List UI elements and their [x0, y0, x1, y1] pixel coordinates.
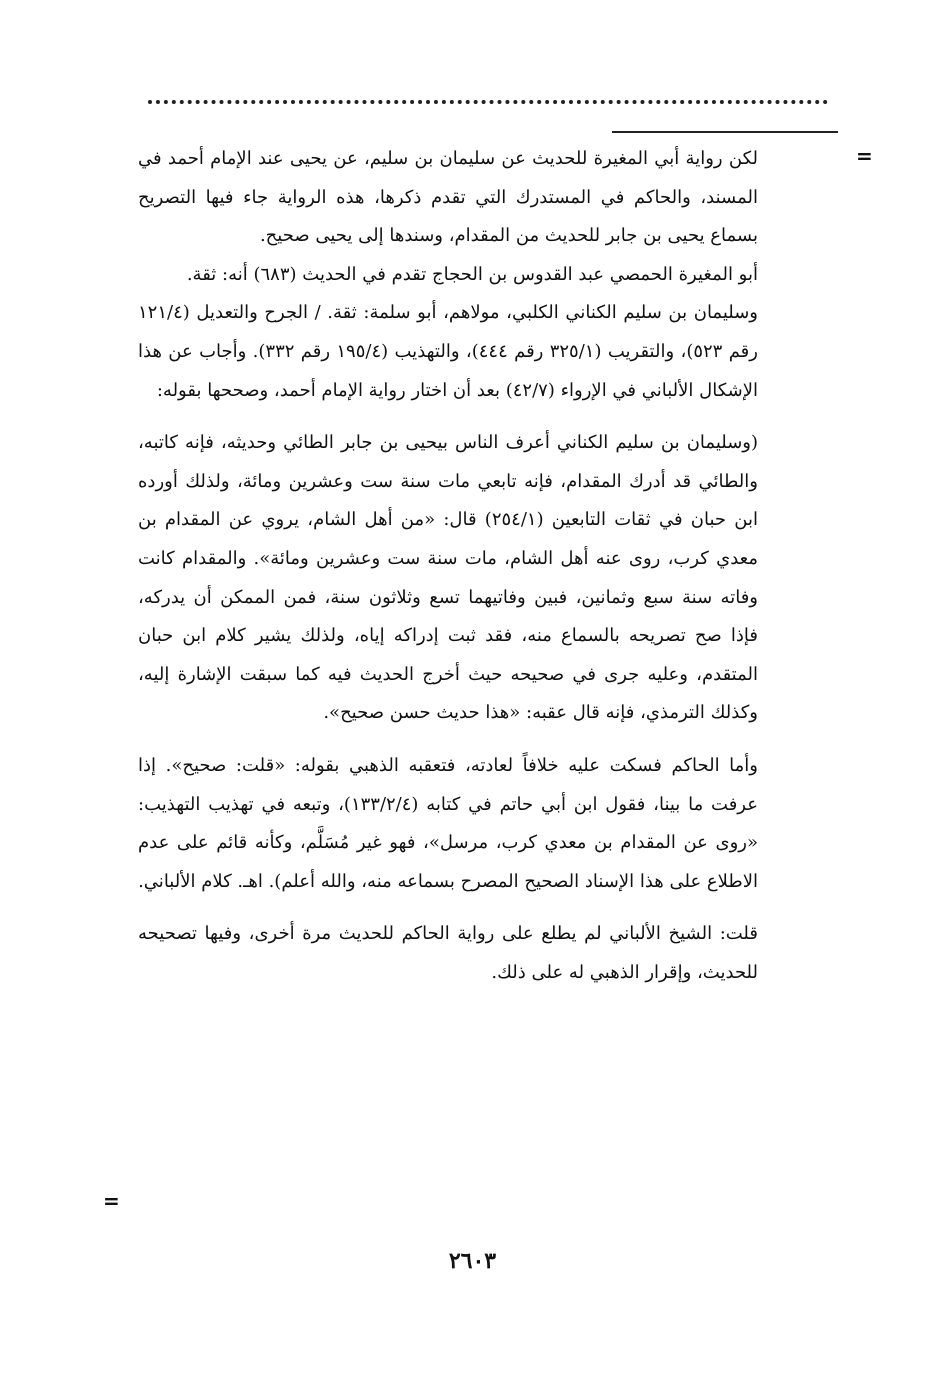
continues-mark: = [103, 1189, 120, 1213]
footnote-paragraph-4: (وسليمان بن سليم الكناني أعرف الناس بيحيى بن جابر الطائي وحديثه، فإنه كاتبه، والطائي قد أدرك المقدام، فإنه تابعي مات سنة ست وعشرين ومائة، ولذلك أورده ابن حبان في ثقات التابعين (٢٥٤/١) قال: «من أهل الشام، يروي عن المقدام بن معدي كرب، روى عنه أهل الشام، مات سنة ست وعشرين ومائة». والمقدام كانت وفاته سنة سبع وثمانين، فبين وفاتيهما تسع وثلاثون سنة، فمن الممكن أن يدركه، فإذا صح تصريحه بالسماع منه، فقد ثبت إدراكه إياه، ولذلك يشير كلام ابن حبان المتقدم، وعليه جرى في صحيحه حيث أخرج الحديث فيه كما سبقت الإشارة إليه، وكذلك الترمذي، فإنه قال عقبه: «هذا حديث حسن صحيح». [138, 432, 758, 724]
dotted-separator [148, 100, 828, 104]
footnote-paragraph-3: وسليمان بن سليم الكناني الكلبي، مولاهم، أبو سلمة: ثقة. / الجرح والتعديل (١٢١/٤ رقم ٥٢٣)، والتقريب (٣٢٥/١ رقم ٤٤٤)، والتهذيب (١٩٥/٤ رقم ٣٣٢). وأجاب عن هذا الإشكال الألباني في الإرواء (٤٢/٧) بعد أن اختار رواية الإمام أحمد، وصححها بقوله: [138, 302, 758, 401]
page-number: ٢٦٠٣ [448, 1248, 497, 1274]
footnote-paragraph-5: وأما الحاكم فسكت عليه خلافاً لعادته، فتعقبه الذهبي بقوله: «قلت: صحيح». إذا عرفت ما بينا، فقول ابن أبي حاتم في كتابه (١٣٣/٢/٤)، وتبعه في تهذيب التهذيب: «روى عن المقدام بن معدي كرب، مرسل»، فهو غير مُسَلَّم، وكأنه قائم على عدم الاطلاع على هذا الإسناد الصحيح المصرح بسماعه منه، والله أعلم). اهـ. كلام الألباني. [138, 754, 758, 892]
footnote-paragraph-6: قلت: الشيخ الألباني لم يطلع على رواية الحاكم للحديث مرة أخرى، وفيها تصحيحه للحديث، وإقرار الذهبي له على ذلك. [138, 923, 758, 983]
paragraph-gap [138, 901, 758, 915]
footnote-rule [612, 131, 838, 133]
footnote-paragraph-2: أبو المغيرة الحمصي عبد القدوس بن الحجاج تقدم في الحديث (٦٨٣) أنه: ثقة. [186, 263, 758, 285]
continuation-mark: = [856, 144, 873, 168]
footnote-text [138, 140, 758, 992]
footnote-paragraph-1: لكن رواية أبي المغيرة للحديث عن سليمان بن سليم، عن يحيى عند الإمام أحمد في المسند، والحاكم في المستدرك التي تقدم ذكرها، هذه الرواية جاء فيها التصريح بسماع يحيى بن جابر للحديث من المقدام، وسندها إلى يحيى صحيح. [138, 148, 758, 247]
paragraph-gap [138, 733, 758, 747]
paragraph-gap [138, 410, 758, 424]
